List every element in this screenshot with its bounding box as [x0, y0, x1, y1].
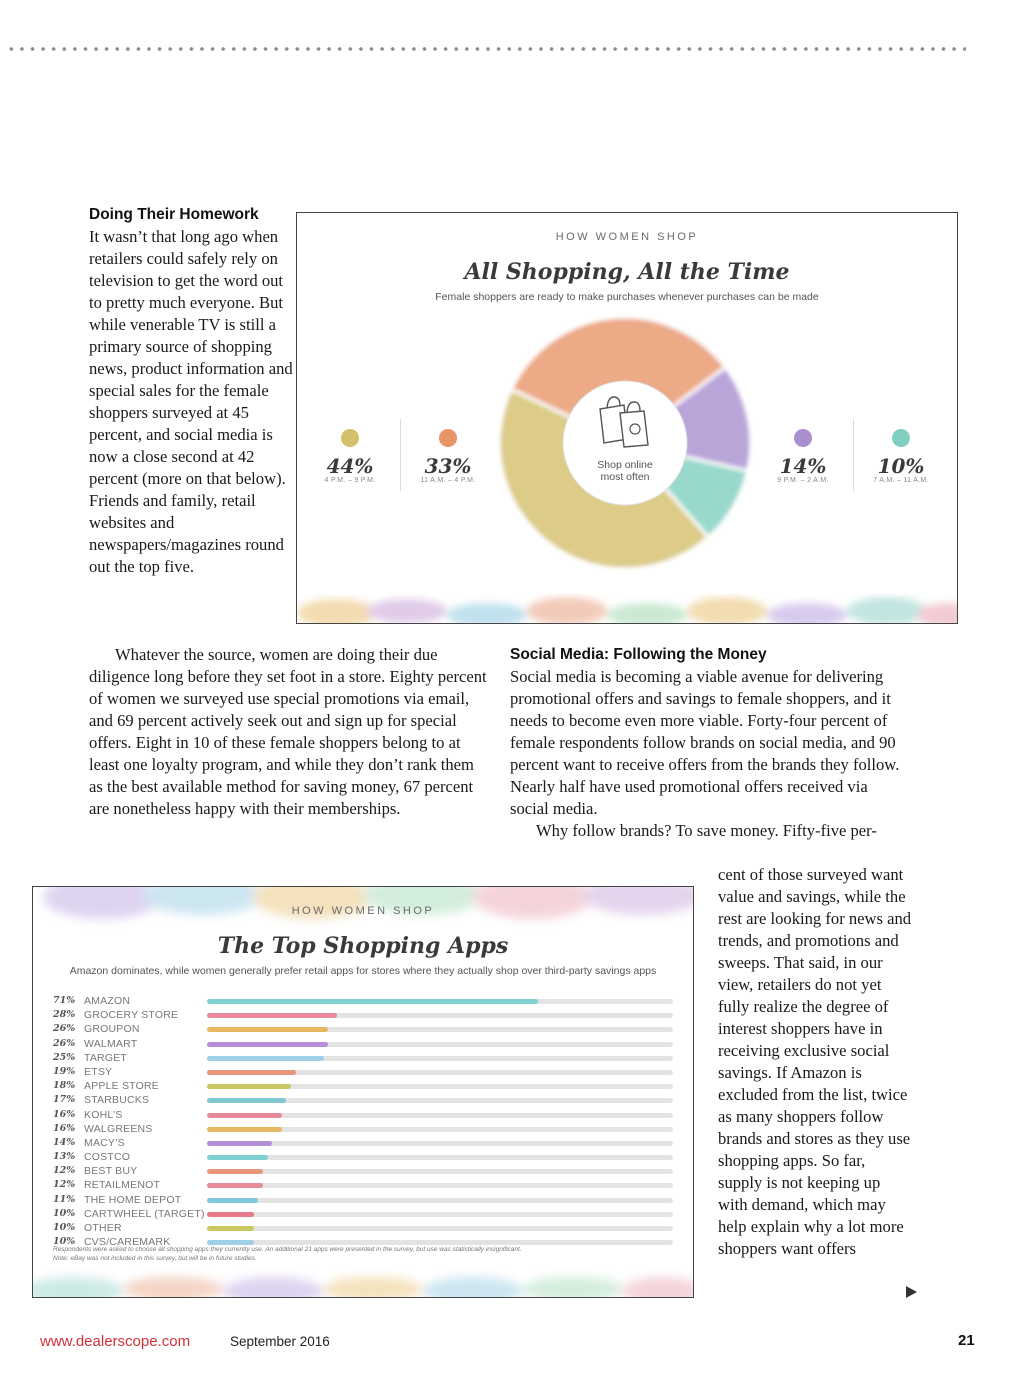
bar-track [207, 1212, 673, 1217]
app-percent: 26% [53, 1023, 76, 1035]
bar-track [207, 1098, 673, 1103]
app-row [53, 1208, 673, 1222]
paragraph: Why follow brands? To save money. Fifty-five per- [536, 821, 877, 840]
bar-track [207, 1183, 673, 1188]
app-row [53, 1109, 673, 1123]
bar-track [207, 999, 673, 1004]
figure-note-line-1: Respondents were asked to choose all shopping apps they currently use. An additional 21 apps were presented in the survey, but use was statistically insignificant. [53, 1246, 522, 1253]
app-percent: 26% [53, 1037, 76, 1049]
app-percent: 12% [53, 1165, 76, 1177]
center-label-line-2: most often [600, 471, 650, 483]
stat-value: 10% [877, 454, 925, 478]
bar [207, 1141, 272, 1146]
stat-value: 14% [779, 454, 827, 478]
figure-subtitle: Female shoppers are ready to make purchases whenever purchases can be made [435, 291, 819, 303]
app-percent: 71% [53, 995, 76, 1006]
app-percent: 16% [53, 1108, 76, 1120]
bar [207, 1113, 282, 1118]
app-name: CARTWHEEL (TARGET) [84, 1207, 205, 1220]
footer-date: September 2016 [230, 1334, 330, 1349]
right-column [510, 644, 910, 842]
app-row [53, 1123, 673, 1137]
app-row [53, 1052, 673, 1066]
app-row [53, 995, 673, 1009]
app-name: MACY’S [84, 1136, 125, 1149]
paragraph: Whatever the source, women are doing their due diligence long before they set foot in a store. Eighty percent of women we surveyed use special promotions via email, and 69 percent actively seek out and sign up for special offers. Eight in 10 of these female shoppers belong to at least one loyalty program, and while they don’t rank them as the best available method for saving money, 67 percent are nonetheless happy with their memberships. [89, 645, 487, 818]
app-row [53, 1066, 673, 1080]
app-percent: 28% [53, 1009, 76, 1021]
bar-track [207, 1226, 673, 1231]
bar [207, 1098, 286, 1103]
app-percent: 25% [53, 1051, 76, 1063]
app-percent: 19% [53, 1065, 76, 1077]
bar-track [207, 1127, 673, 1132]
bar [207, 1155, 268, 1160]
paragraph: Social media is becoming a viable avenue for delivering promotional offers and savings to female shoppers, and it needs to become even more viable. Forty-four percent of female respondents follow brands on social media, and 90 percent want to receive offers from the brands they follow. Nearly half have used promotional offers received via social media. [510, 667, 900, 818]
color-dot [892, 429, 910, 447]
shopping-bags-icon [594, 391, 654, 451]
center-label-line-1: Shop online [597, 459, 653, 471]
app-percent: 12% [53, 1179, 76, 1191]
bar-track [207, 1141, 673, 1146]
bar [207, 1169, 263, 1174]
app-percent: 14% [53, 1136, 76, 1148]
app-name: STARBUCKS [84, 1094, 150, 1107]
app-name: RETAILMENOT [84, 1179, 161, 1192]
top-dotted-rule [6, 44, 966, 54]
app-row [53, 1023, 673, 1037]
section-heading-social: Social Media: Following the Money [510, 646, 767, 663]
page-number: 21 [958, 1332, 975, 1349]
app-row [53, 1094, 673, 1108]
bar-track [207, 1155, 673, 1160]
app-name: THE HOME DEPOT [84, 1193, 182, 1206]
bar-track [207, 1013, 673, 1018]
app-row [53, 1179, 673, 1193]
app-percent: 16% [53, 1122, 76, 1134]
stat-label: 7 A.M. – 11 A.M. [873, 477, 929, 484]
figure-title: The Top Shopping Apps [217, 933, 509, 959]
color-dot [341, 429, 359, 447]
paragraph: It wasn’t that long ago when retailers could safely rely on television to get the word out to pretty much everyone. But while venerable TV is still a primary source of shopping news, product information and special sales for the female shoppers surveyed at 45 percent, and social media is now a close second at 42 percent (more on that below). Friends and family, retail websites and newspapers/magazines round out the top five. [89, 227, 293, 576]
app-name: WALMART [84, 1037, 138, 1050]
apps-bar-chart [53, 995, 673, 1250]
bar-track [207, 1084, 673, 1089]
bar [207, 1183, 263, 1188]
bar [207, 1027, 328, 1032]
app-name: OTHER [84, 1222, 122, 1234]
paragraph: cent of those surveyed want value and savings, while the rest are looking for news and trends, and promotions and sweeps. That said, in our view, retailers do not yet fully realize the degree of interest shoppers have in receiving exclusive social savings. If Amazon is excluded from the list, twice as many shoppers follow brands and stores as they use shopping apps. So far, supply is not keeping up with demand, which may help explain why a lot more shoppers want offers [718, 865, 912, 1258]
bar-track [207, 1169, 673, 1174]
bar-track [207, 1113, 673, 1118]
app-name: CVS/CAREMARK [84, 1236, 171, 1249]
stat-10 [861, 429, 941, 484]
app-name: WALGREENS [84, 1122, 153, 1135]
bar [207, 1127, 282, 1132]
app-row [53, 1038, 673, 1052]
app-row [53, 1165, 673, 1179]
continue-arrow-icon [906, 1286, 917, 1298]
app-name: BEST BUY [84, 1165, 138, 1178]
app-name: COSTCO [84, 1151, 131, 1164]
figure-all-shopping [296, 212, 958, 624]
app-row [53, 1222, 673, 1236]
bar [207, 999, 538, 1004]
app-name: ETSY [84, 1065, 113, 1078]
figure-note-line-2: Note: eBay was not included in this survey, but will be in future studies. [53, 1255, 257, 1262]
color-dot [439, 429, 457, 447]
bar-track [207, 1042, 673, 1047]
figure-kicker: HOW WOMEN SHOP [555, 231, 699, 243]
right-column-narrow [718, 864, 913, 1260]
figure-subtitle: Amazon dominates, while women generally prefer retail apps for stores where they actually shop over third-party savings apps [69, 965, 657, 977]
stat-value: 33% [424, 454, 472, 478]
bar-track [207, 1070, 673, 1075]
bar [207, 1042, 328, 1047]
app-row [53, 1080, 673, 1094]
app-percent: 11% [53, 1193, 76, 1205]
bar [207, 1212, 254, 1217]
app-row [53, 1009, 673, 1023]
app-name: GROCERY STORE [84, 1009, 179, 1022]
app-percent: 13% [53, 1151, 76, 1163]
figure-top-shopping-apps [32, 886, 694, 1298]
app-row [53, 1137, 673, 1151]
app-name: GROUPON [84, 1023, 140, 1036]
bar [207, 1084, 291, 1089]
app-percent: 10% [53, 1222, 76, 1233]
footer-url[interactable]: www.dealerscope.com [40, 1333, 191, 1350]
color-dot [794, 429, 812, 447]
center-label [585, 459, 665, 483]
bar [207, 1198, 258, 1203]
divider [853, 419, 854, 491]
app-name: TARGET [84, 1051, 128, 1064]
app-name: AMAZON [84, 995, 131, 1007]
stat-label: 4 P.M. – 9 P.M. [324, 477, 376, 484]
app-percent: 18% [53, 1080, 76, 1092]
stat-label: 11 A.M. – 4 P.M. [420, 477, 476, 484]
section-heading-homework: Doing Their Homework [89, 206, 259, 223]
bar [207, 1013, 337, 1018]
bar [207, 1070, 296, 1075]
app-percent: 10% [53, 1236, 76, 1248]
stat-value: 44% [326, 454, 374, 478]
bar-track [207, 1198, 673, 1203]
app-percent: 17% [53, 1094, 76, 1106]
left-column-bottom [89, 644, 489, 820]
figure-note [53, 1245, 673, 1263]
stat-label: 9 P.M. – 2 A.M. [777, 477, 829, 484]
app-name: KOHL’S [84, 1108, 123, 1121]
app-percent: 10% [53, 1207, 76, 1219]
bar [207, 1056, 324, 1061]
app-row [53, 1194, 673, 1208]
app-row [53, 1151, 673, 1165]
stat-33 [408, 429, 488, 484]
stat-14 [763, 429, 843, 484]
bar-track [207, 1056, 673, 1061]
stat-44 [310, 429, 390, 484]
divider [400, 419, 401, 491]
left-column-top [89, 204, 294, 578]
app-name: APPLE STORE [84, 1080, 159, 1093]
figure-kicker: HOW WOMEN SHOP [291, 905, 435, 917]
figure-title: All Shopping, All the Time [464, 259, 790, 285]
bar [207, 1226, 254, 1231]
bar-track [207, 1027, 673, 1032]
